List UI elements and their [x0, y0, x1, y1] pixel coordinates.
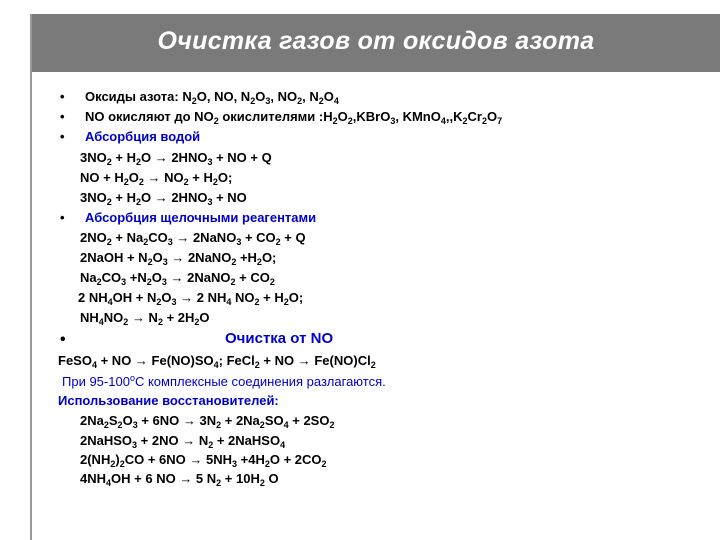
- oxidizers-line: NO окисляют до $NO_2$ окислителями $:H_2O_2,KBrO_3$, $KMnO_4,,K_2Cr_2O_7$: [85, 109, 503, 126]
- arrow-icon: →: [170, 270, 184, 285]
- equation-line: 2 $NH_4OH + N_2O_3 \to 2$ $NH_4$ $NO_2 + H_2O$;: [78, 290, 304, 307]
- equation-line: 2NaOH + $N_2O_3$ → 2NaNO$_2$ $+H_2O$;: [80, 250, 277, 267]
- equation-line: NO + $H_2O_2 \to NO_2 + H_2O$;: [80, 170, 233, 187]
- decomposition-note: При 95-100$^o$С комплексные соединения разлагаются.: [62, 373, 386, 389]
- no-removal-heading: Очистка от NO: [225, 330, 334, 347]
- bullet-marker: •: [60, 109, 65, 124]
- arrow-icon: →: [179, 471, 193, 486]
- equation-line: 2NaHSO$_3$ + $2NO \to N_2$ + 2NaHSO$_4$: [80, 433, 286, 450]
- nitrogen-oxides-line: Оксиды азота: $N_2O$, NO, $N_2O_3$, $NO_2$, $N_2O_4$: [85, 89, 339, 106]
- arrow-icon: →: [147, 170, 161, 185]
- arrow-icon: →: [134, 353, 148, 368]
- arrow-icon: →: [154, 190, 168, 205]
- arrow-icon: →: [189, 452, 203, 467]
- alkaline-absorption-heading: Абсорбция щелочными реагентами: [85, 210, 317, 225]
- bullet-marker: •: [60, 129, 65, 144]
- equation-line: $2NO_2 + Na_2CO_3$ → 2NaNO$_3$ + $CO_2 + Q$: [80, 230, 306, 247]
- arrow-icon: →: [154, 150, 168, 165]
- arrow-icon: →: [171, 250, 185, 265]
- arrow-icon: →: [182, 413, 196, 428]
- bullet-marker: •: [60, 331, 66, 348]
- arrow-icon: →: [131, 310, 145, 325]
- slide-title: Очистка газов от оксидов азота: [157, 27, 595, 55]
- bullet-marker: •: [60, 210, 65, 225]
- iron-complex-line: FeSO$_4$ + NO → $Fe(NO)SO_4$; FeCl$_2$ + NO → $Fe(NO)Cl_2$: [58, 353, 376, 370]
- equation-line: $3NO_2 + H_2O \to 2HNO_3$ + NO: [80, 190, 247, 207]
- equation-line: $Na_2CO_3 +N_2O_3$ → 2NaNO$_2$ + $CO_2$: [80, 270, 275, 287]
- arrow-icon: →: [297, 353, 311, 368]
- water-absorption-heading: Абсорбция водой: [85, 129, 201, 144]
- bullet-marker: •: [60, 89, 65, 104]
- equation-line: $4NH_4OH + 6$ NO → 5 $N_2 + 10H_2$ O: [80, 471, 279, 488]
- equation-line: $NH_4NO_2 \to N_2 + 2H_2O$: [80, 310, 210, 327]
- arrow-icon: →: [176, 230, 190, 245]
- equation-line: $2(NH_2)_2CO + 6NO \to 5NH_3 +4H_2O + 2CO_2$: [80, 452, 327, 469]
- arrow-icon: →: [180, 290, 194, 305]
- arrow-icon: →: [182, 433, 196, 448]
- reducers-heading: Использование восстановителей:: [58, 393, 279, 408]
- equation-line: $2Na_2S_2O_3 + 6NO \to 3N_2 + 2Na_2SO_4 + 2SO_2$: [80, 413, 335, 430]
- equation-line: $3NO_2 + H_2O \to 2HNO_3$ + NO + Q: [80, 150, 272, 167]
